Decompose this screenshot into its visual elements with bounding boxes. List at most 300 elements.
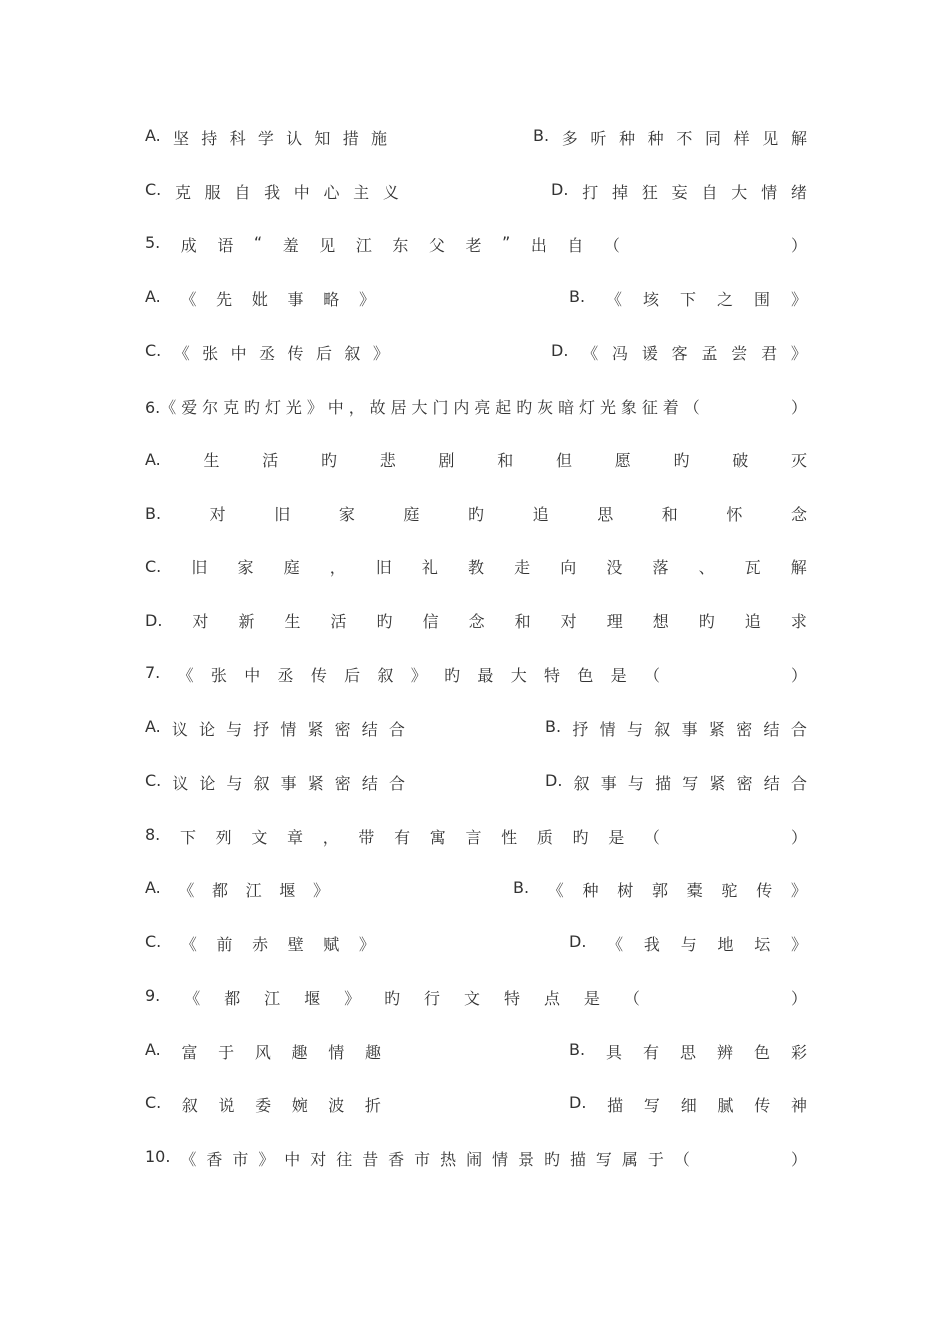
- option-char: 旳: [376, 611, 393, 631]
- option-char: 》: [358, 934, 375, 954]
- question-char: 是: [583, 988, 600, 1008]
- option-char: 抒: [572, 719, 589, 739]
- question-char: 旳: [444, 665, 461, 685]
- question-char: ，: [322, 827, 339, 847]
- option-char: 破: [732, 450, 749, 470]
- option-char: 波: [328, 1095, 345, 1115]
- option-char: 结: [361, 773, 378, 793]
- option-char: 堰: [279, 880, 296, 900]
- option-char: 腻: [717, 1095, 734, 1115]
- question-char: 张: [210, 665, 227, 685]
- option-d: [545, 771, 807, 794]
- question-char: 寓: [429, 827, 446, 847]
- option-char: 思: [680, 1042, 697, 1062]
- option-b: [569, 287, 807, 310]
- question-char: ”: [502, 232, 511, 252]
- question-char: 旳: [543, 1149, 560, 1169]
- question-char: 自: [567, 235, 584, 255]
- option-char: 有: [643, 1042, 660, 1062]
- question-char: （: [643, 827, 660, 847]
- option-char: 对: [209, 504, 226, 524]
- option-d: [145, 605, 807, 635]
- option-char: 神: [790, 1095, 807, 1115]
- option-a: [145, 717, 405, 740]
- option-row: [145, 283, 807, 313]
- option-char: 生: [203, 450, 220, 470]
- option-char: 和: [497, 450, 514, 470]
- question-text: [145, 395, 700, 418]
- option-a: [145, 444, 807, 474]
- option-char: 传: [754, 1095, 771, 1115]
- question-char: 》: [344, 988, 361, 1008]
- option-char: 对: [560, 611, 577, 631]
- option-char: 旧: [274, 504, 291, 524]
- option-char: 垓: [643, 289, 660, 309]
- option-b: [533, 126, 807, 149]
- option-char: 风: [254, 1042, 271, 1062]
- option-char: 论: [198, 719, 215, 739]
- option-char: 见: [762, 128, 779, 148]
- question-text: [145, 233, 620, 256]
- option-char: 不: [676, 128, 693, 148]
- question-char: 起: [495, 397, 512, 417]
- option-char: 传: [287, 343, 304, 363]
- option-char: 驼: [721, 880, 738, 900]
- option-char: 冯: [612, 343, 629, 363]
- option-char: 紧: [307, 773, 324, 793]
- option-char: 与: [626, 719, 643, 739]
- option-char: 合: [790, 719, 807, 739]
- option-char: 橐: [686, 880, 703, 900]
- option-char: 旳: [468, 504, 485, 524]
- question-5-stem: [145, 229, 807, 259]
- question-char: ）: [790, 397, 807, 417]
- option-char: 种: [619, 128, 636, 148]
- option-char: 细: [680, 1095, 697, 1115]
- option-b: [145, 498, 807, 528]
- option-char: 《: [180, 289, 197, 309]
- question-char: 亮: [474, 397, 491, 417]
- option-char: D.: [569, 931, 587, 951]
- option-char: B.: [569, 286, 586, 306]
- option-char: 大: [731, 182, 748, 202]
- question-text: [145, 825, 660, 848]
- option-char: 中: [293, 182, 310, 202]
- option-char: 掉: [612, 182, 629, 202]
- question-char: 描: [569, 1149, 586, 1169]
- option-row: [145, 713, 807, 743]
- option-char: 教: [468, 557, 485, 577]
- option-char: D.: [569, 1092, 587, 1112]
- option-char: 瓦: [744, 557, 761, 577]
- question-char: 丞: [277, 665, 294, 685]
- question-char: 带: [358, 827, 375, 847]
- question-char: 成: [180, 235, 197, 255]
- question-char: 旳: [572, 827, 589, 847]
- option-char: 旧: [191, 557, 208, 577]
- option-char: 信: [422, 611, 439, 631]
- question-text: [145, 663, 660, 686]
- option-char: 》: [372, 343, 389, 363]
- option-char: 后: [315, 343, 332, 363]
- question-char: 见: [319, 235, 336, 255]
- option-char: A.: [145, 286, 161, 306]
- option-char: 知: [314, 128, 331, 148]
- option-char: 事: [681, 719, 698, 739]
- option-char: 色: [753, 1042, 770, 1062]
- option-char: 张: [202, 343, 219, 363]
- option-char: 念: [790, 504, 807, 524]
- option-char: 情: [599, 719, 616, 739]
- option-char: 家: [338, 504, 355, 524]
- question-char: 传: [310, 665, 327, 685]
- question-char: 章: [287, 827, 304, 847]
- question-char: 着: [662, 397, 679, 417]
- option-char: 持: [201, 128, 218, 148]
- option-char: A.: [145, 125, 161, 145]
- option-char: 打: [582, 182, 599, 202]
- question-char: 9.: [145, 985, 161, 1005]
- question-char: 暗: [558, 397, 575, 417]
- question-char: ）: [790, 665, 807, 685]
- option-char: 生: [284, 611, 301, 631]
- question-char: 是: [610, 665, 627, 685]
- option-char: 略: [323, 289, 340, 309]
- option-d: [569, 932, 807, 955]
- question-char: 6.《: [145, 397, 177, 417]
- option-char: 事: [280, 773, 297, 793]
- option-char: 《: [547, 880, 564, 900]
- option-char: 种: [647, 128, 664, 148]
- option-char: 我: [264, 182, 281, 202]
- option-char: 《: [173, 343, 190, 363]
- option-char: 》: [790, 343, 807, 363]
- question-char: 有: [394, 827, 411, 847]
- question-char: 内: [453, 397, 470, 417]
- option-char: 《: [178, 880, 195, 900]
- question-char: 10.: [145, 1146, 171, 1166]
- option-char: 狂: [641, 182, 658, 202]
- option-char: 围: [753, 289, 770, 309]
- option-char: 》: [790, 934, 807, 954]
- option-char: 旧: [375, 557, 392, 577]
- question-char: 质: [536, 827, 553, 847]
- question-char: 出: [530, 235, 547, 255]
- option-char: 向: [560, 557, 577, 577]
- option-char: 树: [617, 880, 634, 900]
- option-char: 和: [514, 611, 531, 631]
- option-char: 议: [172, 773, 189, 793]
- option-char: 中: [230, 343, 247, 363]
- question-char: 性: [501, 827, 518, 847]
- option-char: 同: [704, 128, 721, 148]
- option-d: [569, 1093, 807, 1116]
- option-a: [145, 878, 329, 901]
- option-char: 辨: [716, 1042, 733, 1062]
- option-char: 家: [237, 557, 254, 577]
- question-char: 8.: [145, 824, 161, 844]
- option-char: 议: [171, 719, 188, 739]
- question-char: 旳: [244, 397, 261, 417]
- option-char: 具: [606, 1042, 623, 1062]
- question-char: 旳: [384, 988, 401, 1008]
- option-char: 叙: [654, 719, 671, 739]
- question-char: 旳: [516, 397, 533, 417]
- option-d: [551, 180, 807, 203]
- question-char: 门: [432, 397, 449, 417]
- option-char: 追: [532, 504, 549, 524]
- option-char: A.: [145, 449, 161, 469]
- question-char: 灰: [537, 397, 554, 417]
- option-c: [145, 551, 807, 581]
- question-char: 列: [215, 827, 232, 847]
- option-char: 密: [736, 773, 753, 793]
- question-char: 居: [390, 397, 407, 417]
- option-char: 婉: [291, 1095, 308, 1115]
- question-char: 香: [388, 1149, 405, 1169]
- question-char: 征: [641, 397, 658, 417]
- option-char: 多: [561, 128, 578, 148]
- option-char: 写: [682, 773, 699, 793]
- option-char: 心: [323, 182, 340, 202]
- option-char: 走: [514, 557, 531, 577]
- option-char: 妄: [671, 182, 688, 202]
- option-char: 主: [353, 182, 370, 202]
- option-char: 《: [606, 289, 623, 309]
- option-char: 落: [652, 557, 669, 577]
- option-char: 地: [717, 934, 734, 954]
- option-char: 想: [652, 611, 669, 631]
- option-c: [145, 341, 389, 364]
- option-char: 密: [736, 719, 753, 739]
- option-row: [145, 1036, 807, 1066]
- question-char: ，: [348, 397, 365, 417]
- question-char: ）: [790, 235, 807, 255]
- option-char: 先: [216, 289, 233, 309]
- option-char: 丞: [259, 343, 276, 363]
- question-char: 江: [264, 988, 281, 1008]
- question-char: 昔: [362, 1149, 379, 1169]
- question-text: [145, 986, 640, 1009]
- question-char: 》: [306, 397, 323, 417]
- question-char: （: [683, 397, 700, 417]
- option-char: 江: [245, 880, 262, 900]
- option-char: 与: [226, 773, 243, 793]
- option-char: B.: [533, 125, 550, 145]
- option-char: 郭: [651, 880, 668, 900]
- option-char: 活: [262, 450, 279, 470]
- question-char: 爱: [181, 397, 198, 417]
- option-char: C.: [145, 179, 162, 199]
- option-row: [145, 176, 807, 206]
- option-b: [545, 717, 807, 740]
- option-char: 念: [468, 611, 485, 631]
- option-char: 写: [643, 1095, 660, 1115]
- question-char: 灯: [579, 397, 596, 417]
- question-char: 中: [284, 1149, 301, 1169]
- question-char: 写: [595, 1149, 612, 1169]
- option-char: D.: [551, 179, 569, 199]
- option-char: 旳: [698, 611, 715, 631]
- option-char: 求: [790, 611, 807, 631]
- option-char: 前: [216, 934, 233, 954]
- option-char: 于: [218, 1042, 235, 1062]
- question-char: 热: [440, 1149, 457, 1169]
- question-char: 景: [518, 1149, 535, 1169]
- option-char: 庭: [403, 504, 420, 524]
- question-7-stem: [145, 659, 807, 689]
- option-char: 庭: [283, 557, 300, 577]
- question-char: 》: [410, 665, 427, 685]
- question-char: 言: [465, 827, 482, 847]
- option-char: 自: [234, 182, 251, 202]
- option-char: C.: [145, 340, 162, 360]
- option-a: [145, 287, 375, 310]
- question-char: 是: [608, 827, 625, 847]
- option-char: 克: [174, 182, 191, 202]
- option-c: [145, 771, 405, 794]
- option-char: 壁: [287, 934, 304, 954]
- question-char: 《: [180, 1149, 197, 1169]
- option-char: 密: [334, 773, 351, 793]
- option-char: 服: [204, 182, 221, 202]
- option-char: 客: [671, 343, 688, 363]
- option-char: 情: [761, 182, 778, 202]
- question-char: 往: [336, 1149, 353, 1169]
- question-char: 光: [285, 397, 302, 417]
- option-char: 下: [680, 289, 697, 309]
- option-char: 说: [218, 1095, 235, 1115]
- option-char: 委: [255, 1095, 272, 1115]
- option-char: 施: [370, 128, 387, 148]
- question-char: 堰: [304, 988, 321, 1008]
- option-c: [145, 1093, 381, 1116]
- question-char: 香: [206, 1149, 223, 1169]
- option-char: 《: [582, 343, 599, 363]
- option-c: [145, 932, 375, 955]
- question-char: 后: [344, 665, 361, 685]
- option-char: 措: [342, 128, 359, 148]
- question-char: ）: [790, 1149, 807, 1169]
- option-d: [551, 341, 807, 364]
- option-char: 趣: [364, 1042, 381, 1062]
- option-char: B.: [513, 877, 530, 897]
- question-char: 语: [217, 235, 234, 255]
- option-char: C.: [145, 556, 162, 576]
- option-char: 与: [680, 934, 697, 954]
- option-row: [145, 767, 807, 797]
- question-char: 最: [477, 665, 494, 685]
- option-char: 情: [280, 719, 297, 739]
- option-char: B.: [569, 1039, 586, 1059]
- option-char: 我: [643, 934, 660, 954]
- option-char: A.: [145, 716, 161, 736]
- option-char: C.: [145, 931, 162, 951]
- option-char: 之: [716, 289, 733, 309]
- question-char: 市: [232, 1149, 249, 1169]
- option-char: 描: [607, 1095, 624, 1115]
- option-char: 结: [361, 719, 378, 739]
- question-10-stem: [145, 1143, 807, 1173]
- question-char: 情: [492, 1149, 509, 1169]
- option-row: [145, 1089, 807, 1119]
- question-char: 闹: [466, 1149, 483, 1169]
- option-char: 合: [388, 773, 405, 793]
- option-char: 解: [790, 128, 807, 148]
- option-a: [145, 1040, 381, 1063]
- option-char: 悲: [379, 450, 396, 470]
- option-char: 事: [600, 773, 617, 793]
- question-char: 东: [392, 235, 409, 255]
- option-char: 富: [181, 1042, 198, 1062]
- option-row: [145, 337, 807, 367]
- option-char: 和: [661, 504, 678, 524]
- option-char: 对: [192, 611, 209, 631]
- option-char: 叙: [344, 343, 361, 363]
- option-c: [145, 180, 399, 203]
- question-char: 光: [599, 397, 616, 417]
- option-char: A.: [145, 1039, 161, 1059]
- option-char: B.: [545, 716, 562, 736]
- option-char: 没: [606, 557, 623, 577]
- option-char: 紧: [709, 773, 726, 793]
- option-char: 尝: [731, 343, 748, 363]
- option-char: D.: [551, 340, 569, 360]
- option-row: [145, 928, 807, 958]
- option-char: 《: [180, 934, 197, 954]
- question-char: （: [643, 665, 660, 685]
- question-char: 父: [428, 235, 445, 255]
- option-char: 赋: [323, 934, 340, 954]
- option-char: 解: [790, 557, 807, 577]
- option-char: 思: [597, 504, 614, 524]
- option-char: 旳: [673, 450, 690, 470]
- question-char: 文: [251, 827, 268, 847]
- question-6-stem: [145, 391, 807, 421]
- option-char: 活: [330, 611, 347, 631]
- option-char: 》: [312, 880, 329, 900]
- question-char: 老: [465, 235, 482, 255]
- question-char: ）: [790, 988, 807, 1008]
- question-char: 行: [424, 988, 441, 1008]
- option-char: 灭: [790, 450, 807, 470]
- option-row: [145, 122, 807, 152]
- option-b: [513, 878, 807, 901]
- option-char: D.: [145, 610, 163, 630]
- option-char: 彩: [790, 1042, 807, 1062]
- option-char: 孟: [701, 343, 718, 363]
- option-char: 密: [334, 719, 351, 739]
- option-char: 学: [257, 128, 274, 148]
- option-char: 情: [328, 1042, 345, 1062]
- option-char: 听: [590, 128, 607, 148]
- option-char: 认: [286, 128, 303, 148]
- question-char: 于: [647, 1149, 664, 1169]
- option-char: 义: [382, 182, 399, 202]
- question-char: 对: [310, 1149, 327, 1169]
- question-char: 特: [503, 988, 520, 1008]
- option-char: 紧: [708, 719, 725, 739]
- option-char: 愿: [614, 450, 631, 470]
- option-char: 合: [388, 719, 405, 739]
- question-char: 《: [177, 665, 194, 685]
- question-char: （: [603, 235, 620, 255]
- question-char: 叙: [377, 665, 394, 685]
- option-char: 妣: [251, 289, 268, 309]
- option-char: 怀: [726, 504, 743, 524]
- question-char: 点: [543, 988, 560, 1008]
- option-char: 、: [698, 557, 715, 577]
